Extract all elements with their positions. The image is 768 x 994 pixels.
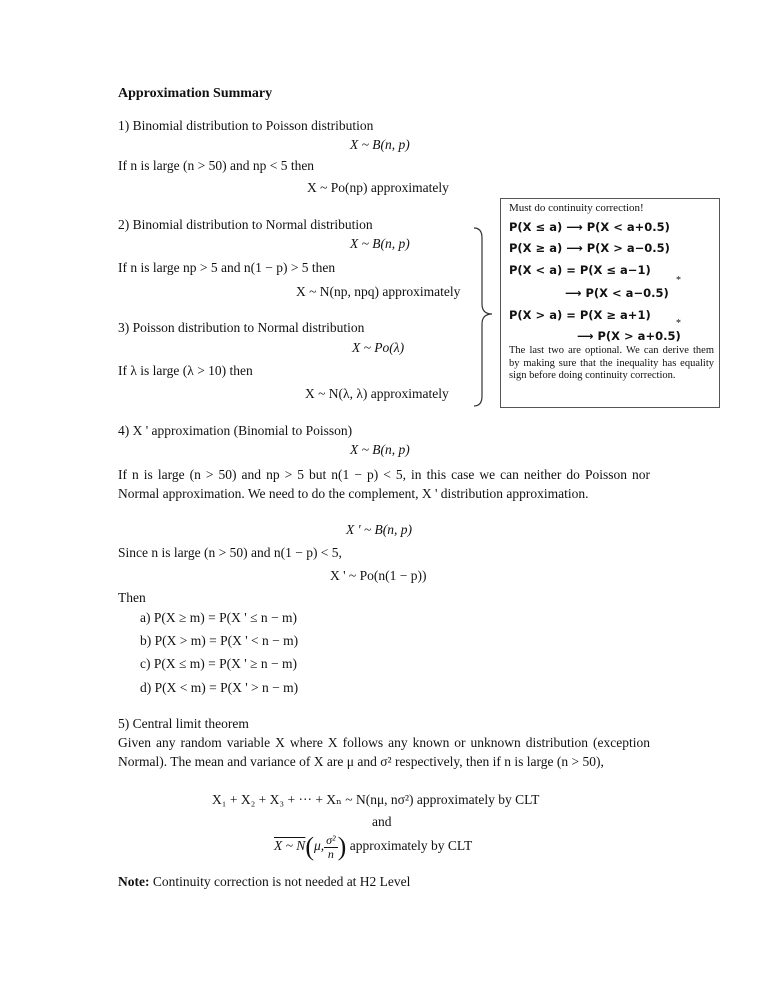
continuity-correction-box	[500, 198, 720, 408]
footer-note-text: Continuity correction is not needed at H2 Level	[152, 874, 411, 889]
footer-note-label: Note:	[118, 874, 150, 889]
section-5-paragraph: Given any random variable X where X follows any known or unknown distribution (exception Normal). The mean and variance of X are μ and σ² respectively, then if n is large (n > 50),	[118, 735, 650, 769]
page-title: Approximation Summary	[118, 86, 273, 101]
section-4-then: Then	[118, 590, 146, 605]
section-2-condition: If n is large np > 5 and n(1 − p) > 5 then	[118, 260, 336, 275]
section-5-heading: 5) Central limit theorem	[118, 716, 249, 731]
box-rule-1: P(X ≤ a) ⟶ P(X < a+0.5)	[509, 220, 670, 234]
section-2-result: X ~ N(np, npq) approximately	[296, 284, 461, 299]
section-5-sum-formula: X₁ + X₂ + X₃ + ··· + Xₙ ~ N(nμ, nσ²) approximately by CLT	[212, 792, 540, 807]
section-5-mean-formula: X ~ N(μ, $\frac{\text{σ²}}{n}$ ) approximately by CLT	[274, 832, 473, 861]
footer-note	[118, 874, 410, 890]
section-3-distribution: X ~ Po(λ)	[352, 340, 405, 355]
list-item: d) P(X < m) = P(X ' > n − m)	[140, 680, 299, 695]
section-4-complement-distribution: X ' ~ B(n, p)	[346, 522, 413, 537]
section-3-result: X ~ N(λ, λ) approximately	[305, 386, 449, 401]
section-1-distribution: X ~ B(n, p)	[350, 137, 410, 152]
curly-brace-icon	[466, 226, 500, 410]
section-4-distribution: X ~ B(n, p)	[350, 442, 410, 457]
section-2-heading: 2) Binomial distribution to Normal distribution	[118, 217, 373, 232]
box-heading: Must do continuity correction!	[509, 202, 644, 214]
box-rule-5: P(X > a) = P(X ≥ a+1)	[509, 308, 651, 322]
mean-fraction-numerator: σ²	[326, 832, 336, 847]
mean-fraction-denominator: n	[327, 846, 334, 861]
box-rule-4: ⟶ P(X < a−0.5)	[565, 286, 669, 300]
box-asterisk-1: *	[676, 275, 681, 286]
box-note: The last two are optional. We can derive them by making sure that the inequality has equality sign before doing continuity correction.	[509, 345, 714, 381]
box-asterisk-2: *	[676, 318, 681, 329]
list-item: c) P(X ≤ m) = P(X ' ≥ n − m)	[140, 656, 297, 671]
mean-lhs: X ~ N	[274, 838, 306, 854]
mean-mu: μ,	[313, 838, 325, 854]
section-3-condition: If λ is large (λ > 10) then	[118, 363, 253, 378]
mean-rhs: approximately by CLT	[349, 838, 473, 854]
section-1-condition: If n is large (n > 50) and np < 5 then	[118, 158, 315, 173]
section-1-heading: 1) Binomial distribution to Poisson distribution	[118, 118, 374, 133]
list-item: b) P(X > m) = P(X ' < n − m)	[140, 633, 299, 648]
box-rule-3: P(X < a) = P(X ≤ a−1)	[509, 263, 651, 277]
section-1-result: X ~ Po(np) approximately	[307, 180, 449, 195]
box-rule-2: P(X ≥ a) ⟶ P(X > a−0.5)	[509, 241, 670, 255]
section-4-heading: 4) X ' approximation (Binomial to Poisson)	[118, 423, 353, 438]
section-4-since: Since n is large (n > 50) and n(1 − p) < 5,	[118, 545, 342, 560]
list-item: a) P(X ≥ m) = P(X ' ≤ n − m)	[140, 610, 297, 625]
section-4-result: X ' ~ Po(n(1 − p))	[330, 568, 427, 583]
section-4-paragraph: If n is large (n > 50) and np > 5 but n(1 − p) < 5, in this case we can neither do Poisson nor Normal approximation. We need to do the complement, X ' distribution approximation.	[118, 467, 650, 501]
section-5-and: and	[372, 814, 392, 829]
section-2-distribution: X ~ B(n, p)	[350, 236, 410, 251]
section-3-heading: 3) Poisson distribution to Normal distribution	[118, 320, 365, 335]
box-rule-6: ⟶ P(X > a+0.5)	[577, 329, 681, 343]
